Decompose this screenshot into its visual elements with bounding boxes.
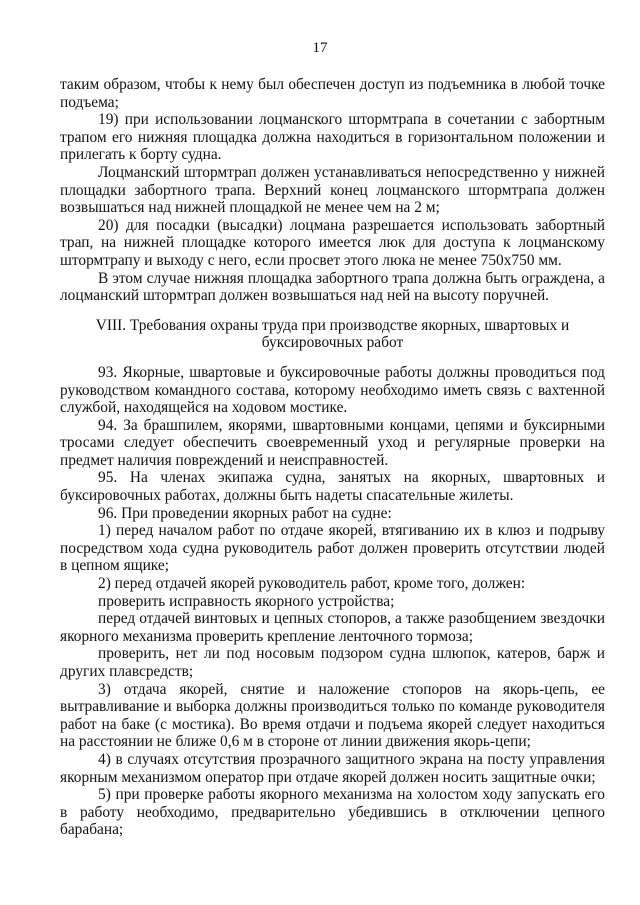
paragraph: проверить исправность якорного устройства; (98, 592, 395, 610)
paragraph: 20) для посадки (высадки) лоцмана разрешается использовать забортный трап, на нижней площадке которого имеется люк для доступа к лоцманскому штормтрапу и выходу с него, если просвет этого люка не менее 750х750 мм. (60, 216, 605, 269)
page-number: 17 (312, 40, 328, 56)
paragraph: 93. Якорные, швартовые и буксировочные работы должны проводиться под руководством командного состава, которому необходимо иметь связь с вахтенной службой, находящейся на ходовом мостике. (60, 363, 605, 417)
paragraph: 2) перед отдачей якорей руководитель работ, кроме того, должен: (98, 575, 526, 593)
paragraph: 96. При проведении якорных работ на судне: (98, 504, 392, 522)
paragraph: 19) при использовании лоцманского штормтрапа в сочетании с забортным трапом его нижняя площадка должна находиться в горизонтальном положении и прилегать к борту судна. (60, 111, 605, 164)
paragraph: В этом случае нижняя площадка забортного трапа должна быть ограждена, а лоцманский штормтрап должен возвышаться над ней на высоту поручней. (60, 269, 605, 305)
paragraph: 95. На членах экипажа судна, занятых на якорных, швартовных и буксировочных работах, должны быть надеты спасательные жилеты. (60, 469, 605, 505)
paragraph: Лоцманский штормтрап должен устанавливаться непосредственно у нижней площадки забортного трапа. Верхний конец лоцманского штормтрапа должен возвышаться над нижней площадкой не менее чем на 2 м; (60, 163, 605, 217)
paragraph: 94. За брашпилем, якорями, швартовными концами, цепями и буксирными тросами следует обеспечить своевременный уход и регулярные проверки на предмет наличия повреждений и неисправностей. (60, 416, 605, 469)
section-heading-line: буксировочных работ (261, 334, 404, 352)
paragraph: 1) перед началом работ по отдаче якорей, втягиванию их в клюз и подрыву посредством хода судна руководитель работ должен проверить отсутствии людей в цепном ящике; (60, 522, 605, 575)
paragraph: 5) при проверке работы якорного механизма на холостом ходу запускать его в работу необходимо, предварительно убедившись в отключении цепного барабана; (60, 786, 605, 839)
section-heading (60, 317, 605, 352)
document-body (60, 76, 605, 839)
paragraph: перед отдачей винтовых и цепных стопоров, а также разобщением звездочки якорного механизма проверить крепление ленточного тормоза; (60, 610, 605, 645)
paragraph: таким образом, чтобы к нему был обеспечен доступ из подъемника в любой точке подъема; (60, 76, 605, 111)
paragraph: проверить, нет ли под носовым подзором судна шлюпок, катеров, барж и других плавсредств; (60, 645, 605, 680)
section-heading-line: VIII. Требования охраны труда при производстве якорных, швартовых и (95, 316, 570, 334)
paragraph: 3) отдача якорей, снятие и наложение стопоров на якорь-цепь, ее вытравливание и выборка должны производиться только по команде руководителя работ на баке (с мостика). Во время отдачи и подъема якорей следует находиться на расстоянии не ближе 0,6 м в стороне от линии движения якорь-цепи; (60, 680, 605, 751)
paragraph: 4) в случаях отсутствия прозрачного защитного экрана на посту управления якорным механизмом оператор при отдаче якорей должен носить защитные очки; (60, 750, 605, 786)
